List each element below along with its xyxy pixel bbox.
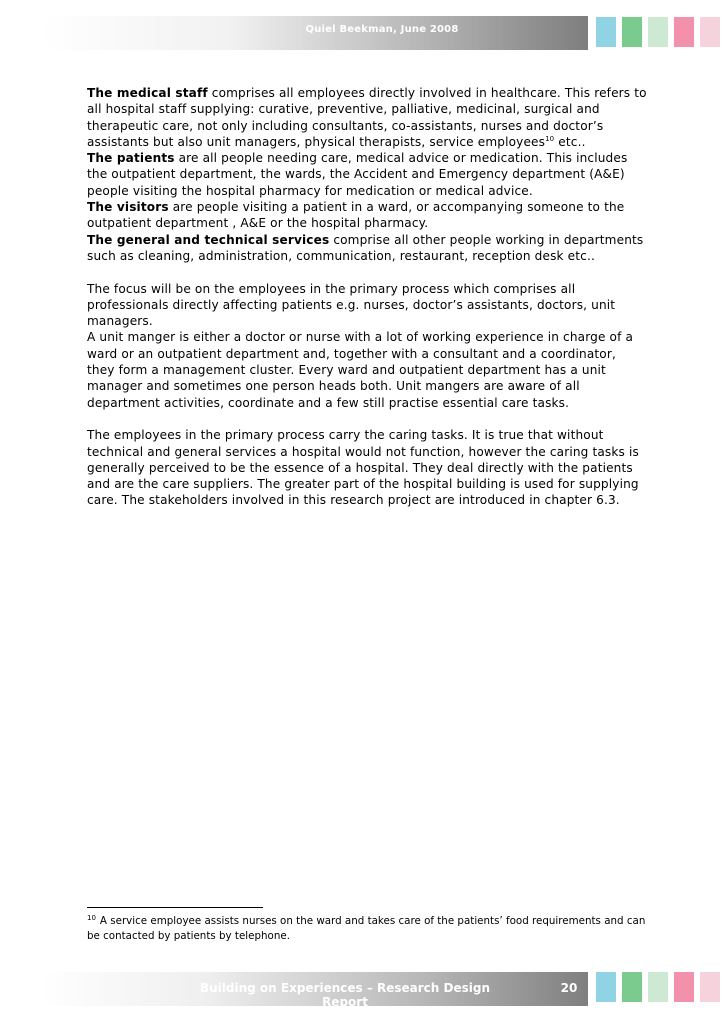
footnote-divider bbox=[87, 907, 263, 908]
paragraph-text: are all people needing care, medical advice or medication. This includes the outpatient department, the wards, the Accident and Emergency department (A&E) people visiting the hospital pharmacy for medication or medical advice. bbox=[87, 151, 628, 198]
paragraph-primary-process: The employees in the primary process carry the caring tasks. It is true that without technical and general services a hospital would not function, however the caring tasks is generally perceived to be the essence of a hospital. They deal directly with the patients and are the care suppliers. The greater part of the hospital building is used for supplying care. The stakeholders involved in this research project are introduced in chapter 6.3. bbox=[87, 428, 639, 508]
paragraph-services bbox=[87, 232, 647, 265]
header-title: Quiel Beekman, June 2008 bbox=[305, 24, 459, 35]
footer-swatch-blue bbox=[596, 972, 616, 1002]
paragraph-text: comprise all other people working in departments such as cleaning, administration, communication, restaurant, reception desk etc.. bbox=[87, 232, 644, 263]
header-swatch-green bbox=[622, 17, 642, 47]
footnote-text: A service employee assists nurses on the ward and takes care of the patients’ food requirements and can be contacted by patients by telephone. bbox=[87, 915, 646, 942]
footer-swatch-light-green bbox=[648, 972, 668, 1002]
paragraph-visitors bbox=[87, 199, 647, 232]
footer-swatch-green bbox=[622, 972, 642, 1002]
paragraph-patients bbox=[87, 150, 647, 199]
footer-title: Building on Experiences – Research Design Report bbox=[199, 981, 491, 1009]
paragraph-medical-staff bbox=[87, 85, 647, 150]
term-medical-staff: The medical staff bbox=[87, 86, 208, 100]
body-text bbox=[87, 85, 647, 509]
term-visitors: The visitors bbox=[87, 200, 169, 215]
term-services: The general and technical services bbox=[87, 232, 330, 247]
term-patients: The patients bbox=[87, 151, 175, 166]
header-swatch-light-pink bbox=[700, 17, 720, 47]
paragraph-text: are people visiting a patient in a ward, or accompanying someone to the outpatient department , A&E or the hospital pharmacy. bbox=[87, 200, 625, 231]
header-swatch-light-green bbox=[648, 17, 668, 47]
paragraph-unit-manager: A unit manger is either a doctor or nurse with a lot of working experience in charge of a ward or an outpatient department and, together with a consultant and a coordinator, they form a management cluster. Every ward and outpatient department has a unit manager and sometimes one person heads both. Unit mangers are aware of all department activities, coordinate and a few still practise essential care tasks. bbox=[87, 330, 634, 410]
header-swatch-pink bbox=[674, 17, 694, 47]
footnote bbox=[87, 914, 647, 943]
paragraph-text: etc.. bbox=[554, 134, 586, 149]
paragraph-gap bbox=[87, 411, 647, 427]
paragraph-gap bbox=[87, 264, 647, 280]
paragraph-focus: The focus will be on the employees in the primary process which comprises all professionals directly affecting patients e.g. nurses, doctor’s assistants, doctors, unit managers. bbox=[87, 281, 616, 329]
footer-swatch-light-pink bbox=[700, 972, 720, 1002]
paragraph-text: comprises all employees directly involved in healthcare. This refers to all hospital staff supplying: curative, preventive, palliative, medicinal, surgical and therapeutic care, not only including consultants, co-assistants, nurses and doctor’s assistants but also unit managers, physical therapists, service employees bbox=[87, 86, 647, 149]
header-swatch-blue bbox=[596, 17, 616, 47]
page-number: 20 bbox=[560, 981, 578, 995]
footer-swatch-pink bbox=[674, 972, 694, 1002]
footnote-number: 10 bbox=[87, 914, 96, 922]
footnote-reference[interactable]: 10 bbox=[545, 134, 555, 143]
